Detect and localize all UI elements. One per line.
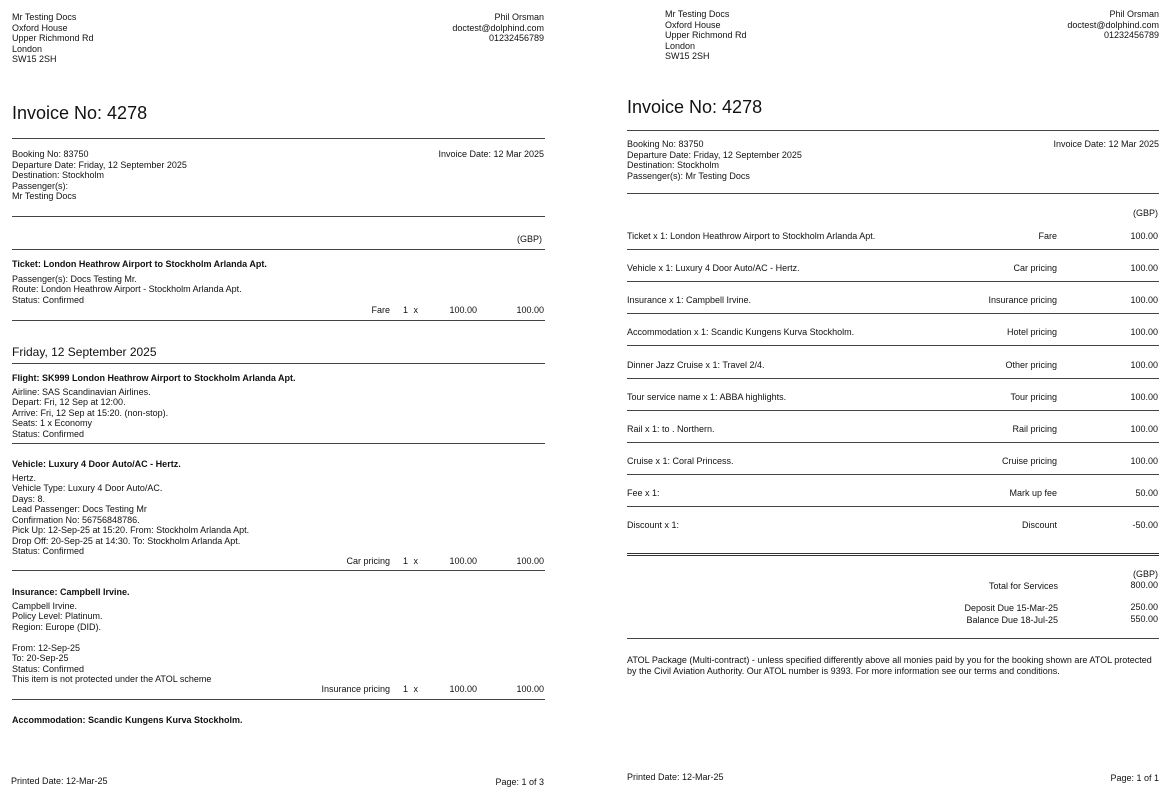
price-times: x bbox=[413, 305, 418, 315]
ticket-line: Passenger(s): Docs Testing Mr. bbox=[12, 273, 137, 284]
agent-phone: 01232456789 bbox=[488, 33, 544, 43]
service-type: Tour pricing bbox=[1010, 392, 1057, 402]
vehicle-title: Vehicle: Luxury 4 Door Auto/AC - Hertz. bbox=[12, 459, 181, 469]
address-line: Upper Richmond Rd bbox=[665, 30, 747, 40]
vehicle-price-row bbox=[12, 556, 545, 567]
service-description: Insurance x 1: Campbell Irvine. bbox=[627, 295, 752, 305]
invoice-date: Invoice Date: 12 Mar 2025 bbox=[1053, 139, 1159, 149]
address-line: Mr Testing Docs bbox=[665, 9, 730, 19]
vehicle-line: Days: 8. bbox=[12, 493, 46, 504]
ticket-line: Status: Confirmed bbox=[12, 294, 85, 305]
insurance-line: Status: Confirmed bbox=[12, 663, 85, 674]
invoice-title: Invoice No: 4278 bbox=[627, 97, 763, 117]
vehicle-line: Lead Passenger: Docs Testing Mr bbox=[12, 504, 147, 514]
divider bbox=[627, 313, 1159, 314]
divider bbox=[12, 249, 545, 250]
vehicle-line: Confirmation No: 56756848786. bbox=[12, 514, 140, 525]
insurance-price-row bbox=[12, 684, 545, 695]
price-label: Insurance pricing bbox=[321, 684, 390, 694]
divider bbox=[12, 320, 545, 321]
price-times: x bbox=[413, 684, 418, 694]
vehicle-line: Vehicle Type: Luxury 4 Door Auto/AC. bbox=[12, 483, 163, 493]
total-label: Total for Services bbox=[988, 581, 1058, 591]
address-line: SW15 2SH bbox=[12, 54, 57, 64]
insurance-line: To: 20-Sep-25 bbox=[12, 653, 69, 663]
price-qty: 1 bbox=[402, 684, 408, 694]
price-qty: 1 bbox=[402, 556, 408, 566]
divider bbox=[12, 363, 545, 364]
insurance-line bbox=[12, 632, 211, 643]
service-description: Fee x 1: bbox=[627, 488, 660, 498]
service-type: Discount bbox=[1021, 520, 1057, 530]
destination: Destination: Stockholm bbox=[12, 170, 105, 180]
service-row bbox=[627, 488, 1159, 500]
address-line: Oxford House bbox=[665, 19, 721, 30]
agent-contact bbox=[1067, 9, 1159, 41]
insurance-line: This item is not protected under the ATOL scheme bbox=[12, 674, 212, 684]
service-amount: 50.00 bbox=[1135, 488, 1158, 498]
agent-phone: 01232456789 bbox=[1103, 30, 1159, 40]
address-line: London bbox=[12, 43, 43, 54]
divider bbox=[627, 193, 1159, 194]
service-row bbox=[627, 456, 1159, 468]
service-amount: 100.00 bbox=[1130, 327, 1158, 337]
divider bbox=[627, 345, 1159, 346]
flight-title: Flight: SK999 London Heathrow Airport to Stockholm Arlanda Apt. bbox=[12, 373, 296, 383]
service-amount: 100.00 bbox=[1130, 263, 1158, 273]
flight-line: Arrive: Fri, 12 Sep at 15:20. (non-stop). bbox=[12, 407, 169, 418]
service-type: Rail pricing bbox=[1012, 424, 1057, 434]
balance-label: Balance Due 18-Jul-25 bbox=[966, 615, 1058, 625]
day-heading: Friday, 12 September 2025 bbox=[12, 345, 157, 359]
vehicle-section bbox=[12, 459, 249, 557]
flight-line: Airline: SAS Scandinavian Airlines. bbox=[12, 386, 151, 397]
service-type: Hotel pricing bbox=[1006, 327, 1057, 337]
booking-summary bbox=[12, 149, 187, 202]
service-row bbox=[627, 520, 1159, 532]
divider bbox=[627, 249, 1159, 250]
address-line: Mr Testing Docs bbox=[12, 12, 77, 22]
flight-section bbox=[12, 373, 296, 439]
divider bbox=[12, 216, 545, 217]
booking-number: Booking No: 83750 bbox=[12, 149, 89, 159]
deposit-label: Deposit Due 15-Mar-25 bbox=[964, 603, 1058, 613]
departure-date: Departure Date: Friday, 12 September 2025 bbox=[627, 149, 802, 160]
page-number: Page: 1 of 1 bbox=[1110, 773, 1159, 783]
invoice-page-1-of-1 bbox=[612, 0, 1172, 796]
service-amount: 100.00 bbox=[1130, 424, 1158, 434]
service-row bbox=[627, 263, 1159, 275]
insurance-line: From: 12-Sep-25 bbox=[12, 642, 81, 653]
totals-currency: (GBP) bbox=[1132, 569, 1158, 579]
service-type: Cruise pricing bbox=[1001, 456, 1057, 466]
service-amount: 100.00 bbox=[1130, 392, 1158, 402]
agent-email: doctest@dolphind.com bbox=[1067, 19, 1159, 30]
insurance-title: Insurance: Campbell Irvine. bbox=[12, 587, 130, 597]
invoice-page-1-of-3 bbox=[0, 0, 560, 796]
customer-address bbox=[12, 12, 94, 65]
service-description: Rail x 1: to . Northern. bbox=[627, 424, 715, 434]
divider bbox=[12, 699, 545, 700]
service-row bbox=[627, 424, 1159, 436]
accommodation-title: Accommodation: Scandic Kungens Kurva Stockholm. bbox=[12, 715, 243, 725]
price-unit: 100.00 bbox=[449, 556, 477, 566]
divider bbox=[627, 442, 1159, 443]
service-row bbox=[627, 327, 1159, 339]
vehicle-line: Drop Off: 20-Sep-25 at 14:30. To: Stockholm Arlanda Apt. bbox=[12, 535, 241, 546]
passengers-label: Passenger(s): bbox=[12, 180, 69, 191]
ticket-price-row bbox=[12, 305, 545, 316]
price-total: 100.00 bbox=[516, 556, 544, 566]
service-type: Mark up fee bbox=[1009, 488, 1057, 498]
price-qty: 1 bbox=[402, 305, 408, 315]
vehicle-line: Status: Confirmed bbox=[12, 546, 85, 556]
divider bbox=[12, 138, 545, 139]
booking-summary bbox=[627, 139, 802, 181]
service-description: Tour service name x 1: ABBA highlights. bbox=[627, 392, 787, 402]
service-type: Insurance pricing bbox=[988, 295, 1057, 305]
service-amount: -50.00 bbox=[1132, 520, 1158, 530]
address-line: Oxford House bbox=[12, 22, 68, 33]
insurance-section bbox=[12, 587, 211, 685]
service-amount: 100.00 bbox=[1130, 295, 1158, 305]
ticket-title: Ticket: London Heathrow Airport to Stockholm Arlanda Apt. bbox=[12, 259, 267, 269]
service-row bbox=[627, 295, 1159, 307]
price-total: 100.00 bbox=[516, 305, 544, 315]
ticket-section bbox=[12, 259, 267, 305]
address-line: SW15 2SH bbox=[665, 51, 710, 61]
destination: Destination: Stockholm bbox=[627, 160, 720, 170]
service-description: Cruise x 1: Coral Princess. bbox=[627, 456, 734, 466]
flight-line: Depart: Fri, 12 Sep at 12:00. bbox=[12, 397, 126, 407]
currency-label: (GBP) bbox=[1132, 208, 1158, 218]
flight-line: Seats: 1 x Economy bbox=[12, 418, 93, 428]
agent-email: doctest@dolphind.com bbox=[452, 22, 544, 33]
service-row bbox=[627, 392, 1159, 404]
service-row bbox=[627, 231, 1159, 243]
agent-name: Phil Orsman bbox=[494, 12, 544, 22]
passengers: Passenger(s): Mr Testing Docs bbox=[627, 170, 750, 181]
agent-contact bbox=[452, 12, 544, 44]
total-value: 800.00 bbox=[1130, 580, 1158, 590]
divider bbox=[627, 410, 1159, 411]
ticket-line: Route: London Heathrow Airport - Stockholm Arlanda Apt. bbox=[12, 284, 242, 294]
divider bbox=[627, 638, 1159, 639]
insurance-line: Policy Level: Platinum. bbox=[12, 611, 103, 621]
price-times: x bbox=[413, 556, 418, 566]
divider bbox=[627, 378, 1159, 379]
balance-value: 550.00 bbox=[1130, 614, 1158, 624]
printed-date: Printed Date: 12-Mar-25 bbox=[627, 772, 724, 782]
invoice-date: Invoice Date: 12 Mar 2025 bbox=[438, 149, 544, 159]
divider bbox=[627, 130, 1159, 131]
divider bbox=[627, 506, 1159, 507]
divider bbox=[627, 281, 1159, 282]
currency-label: (GBP) bbox=[516, 234, 542, 244]
address-line: London bbox=[665, 40, 696, 51]
service-type: Fare bbox=[1038, 231, 1057, 241]
printed-date: Printed Date: 12-Mar-25 bbox=[11, 776, 108, 786]
service-description: Dinner Jazz Cruise x 1: Travel 2/4. bbox=[627, 360, 765, 370]
passenger-name: Mr Testing Docs bbox=[12, 191, 77, 201]
service-row bbox=[627, 360, 1159, 372]
divider bbox=[12, 443, 545, 444]
price-label: Car pricing bbox=[346, 556, 390, 566]
service-description: Vehicle x 1: Luxury 4 Door Auto/AC - Hertz. bbox=[627, 263, 800, 273]
booking-number: Booking No: 83750 bbox=[627, 139, 704, 149]
divider bbox=[12, 570, 545, 571]
service-description: Discount x 1: bbox=[627, 520, 680, 530]
vehicle-line: Pick Up: 12-Sep-25 at 15:20. From: Stockholm Arlanda Apt. bbox=[12, 525, 250, 535]
service-description: Ticket x 1: London Heathrow Airport to Stockholm Arlanda Apt. bbox=[627, 231, 876, 241]
price-unit: 100.00 bbox=[449, 684, 477, 694]
service-type: Other pricing bbox=[1005, 360, 1057, 370]
customer-address bbox=[665, 9, 747, 62]
price-unit: 100.00 bbox=[449, 305, 477, 315]
service-amount: 100.00 bbox=[1130, 360, 1158, 370]
service-type: Car pricing bbox=[1013, 263, 1057, 273]
divider bbox=[627, 474, 1159, 475]
page-number: Page: 1 of 3 bbox=[495, 777, 544, 787]
price-label: Fare bbox=[371, 305, 390, 315]
atol-notice: ATOL Package (Multi-contract) - unless specified differently above all monies paid by you for the booking shown are ATOL protected by the Civil Aviation Authority. Our ATOL number is 9393. For more information see our terms and conditions. bbox=[627, 655, 1152, 676]
insurance-line: Campbell Irvine. bbox=[12, 600, 78, 611]
address-line: Upper Richmond Rd bbox=[12, 33, 94, 43]
service-description: Accommodation x 1: Scandic Kungens Kurva Stockholm. bbox=[627, 327, 855, 337]
deposit-value: 250.00 bbox=[1130, 602, 1158, 612]
price-total: 100.00 bbox=[516, 684, 544, 694]
insurance-line: Region: Europe (DID). bbox=[12, 621, 102, 632]
invoice-title: Invoice No: 4278 bbox=[12, 103, 148, 123]
flight-line: Status: Confirmed bbox=[12, 428, 85, 439]
departure-date: Departure Date: Friday, 12 September 2025 bbox=[12, 159, 187, 170]
service-amount: 100.00 bbox=[1130, 231, 1158, 241]
agent-name: Phil Orsman bbox=[1109, 9, 1159, 19]
service-amount: 100.00 bbox=[1130, 456, 1158, 466]
vehicle-line: Hertz. bbox=[12, 472, 37, 483]
double-divider bbox=[627, 553, 1159, 556]
